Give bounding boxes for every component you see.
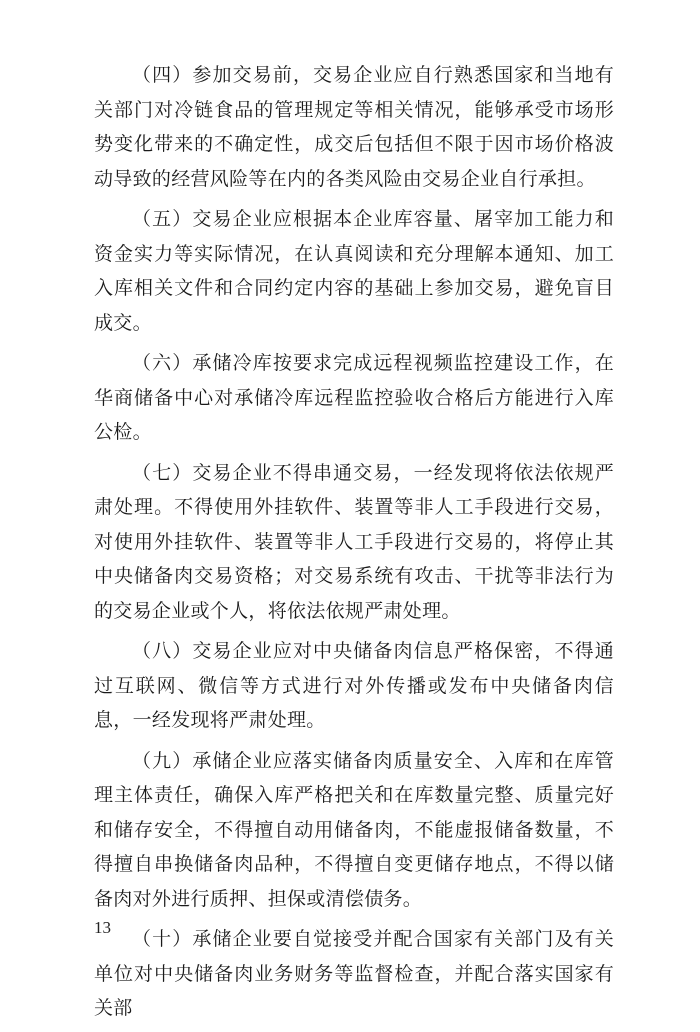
- paragraph-7: （七）交易企业不得串通交易，一经发现将依法依规严肃处理。不得使用外挂软件、装置等非人工手段进行交易，对使用外挂软件、装置等非人工手段进行交易的，将停止其中央储备肉交易资格；对交易系统有攻击、干扰等非法行为的交易企业或个人，将依法依规严肃处理。: [94, 461, 614, 622]
- page-number: 13: [94, 918, 111, 937]
- paragraph-6: （六）承储冷库按要求完成远程视频监控建设工作，在华商储备中心对承储冷库远程监控验收合格后方能进行入库公检。: [94, 352, 614, 443]
- paragraph-8: （八）交易企业应对中央储备肉信息严格保密，不得通过互联网、微信等方式进行对外传播或发布中央储备肉信息，一经发现将严肃处理。: [94, 640, 614, 731]
- paragraph-9: （九）承储企业应落实储备肉质量安全、入库和在库管理主体责任，确保入库严格把关和在库数量完整、质量完好和储存安全，不得擅自动用储备肉，不能虚报储备数量，不得擅自串换储备肉品种，不得擅自变更储存地点，不得以储备肉对外进行质押、担保或清偿债务。: [94, 749, 614, 910]
- paragraph-4: （四）参加交易前，交易企业应自行熟悉国家和当地有关部门对冷链食品的管理规定等相关情况，能够承受市场形势变化带来的不确定性，成交后包括但不限于因市场价格波动导致的经营风险等在内的各类风险由交易企业自行承担。: [94, 64, 614, 190]
- paragraph-10: （十）承储企业要自觉接受并配合国家有关部门及有关单位对中央储备肉业务财务等监督检查，并配合落实国家有关部: [94, 928, 614, 1019]
- document-body: [94, 58, 614, 1032]
- paragraph-5: （五）交易企业应根据本企业库容量、屠宰加工能力和资金实力等实际情况，在认真阅读和充分理解本通知、加工入库相关文件和合同约定内容的基础上参加交易，避免盲目成交。: [94, 208, 614, 334]
